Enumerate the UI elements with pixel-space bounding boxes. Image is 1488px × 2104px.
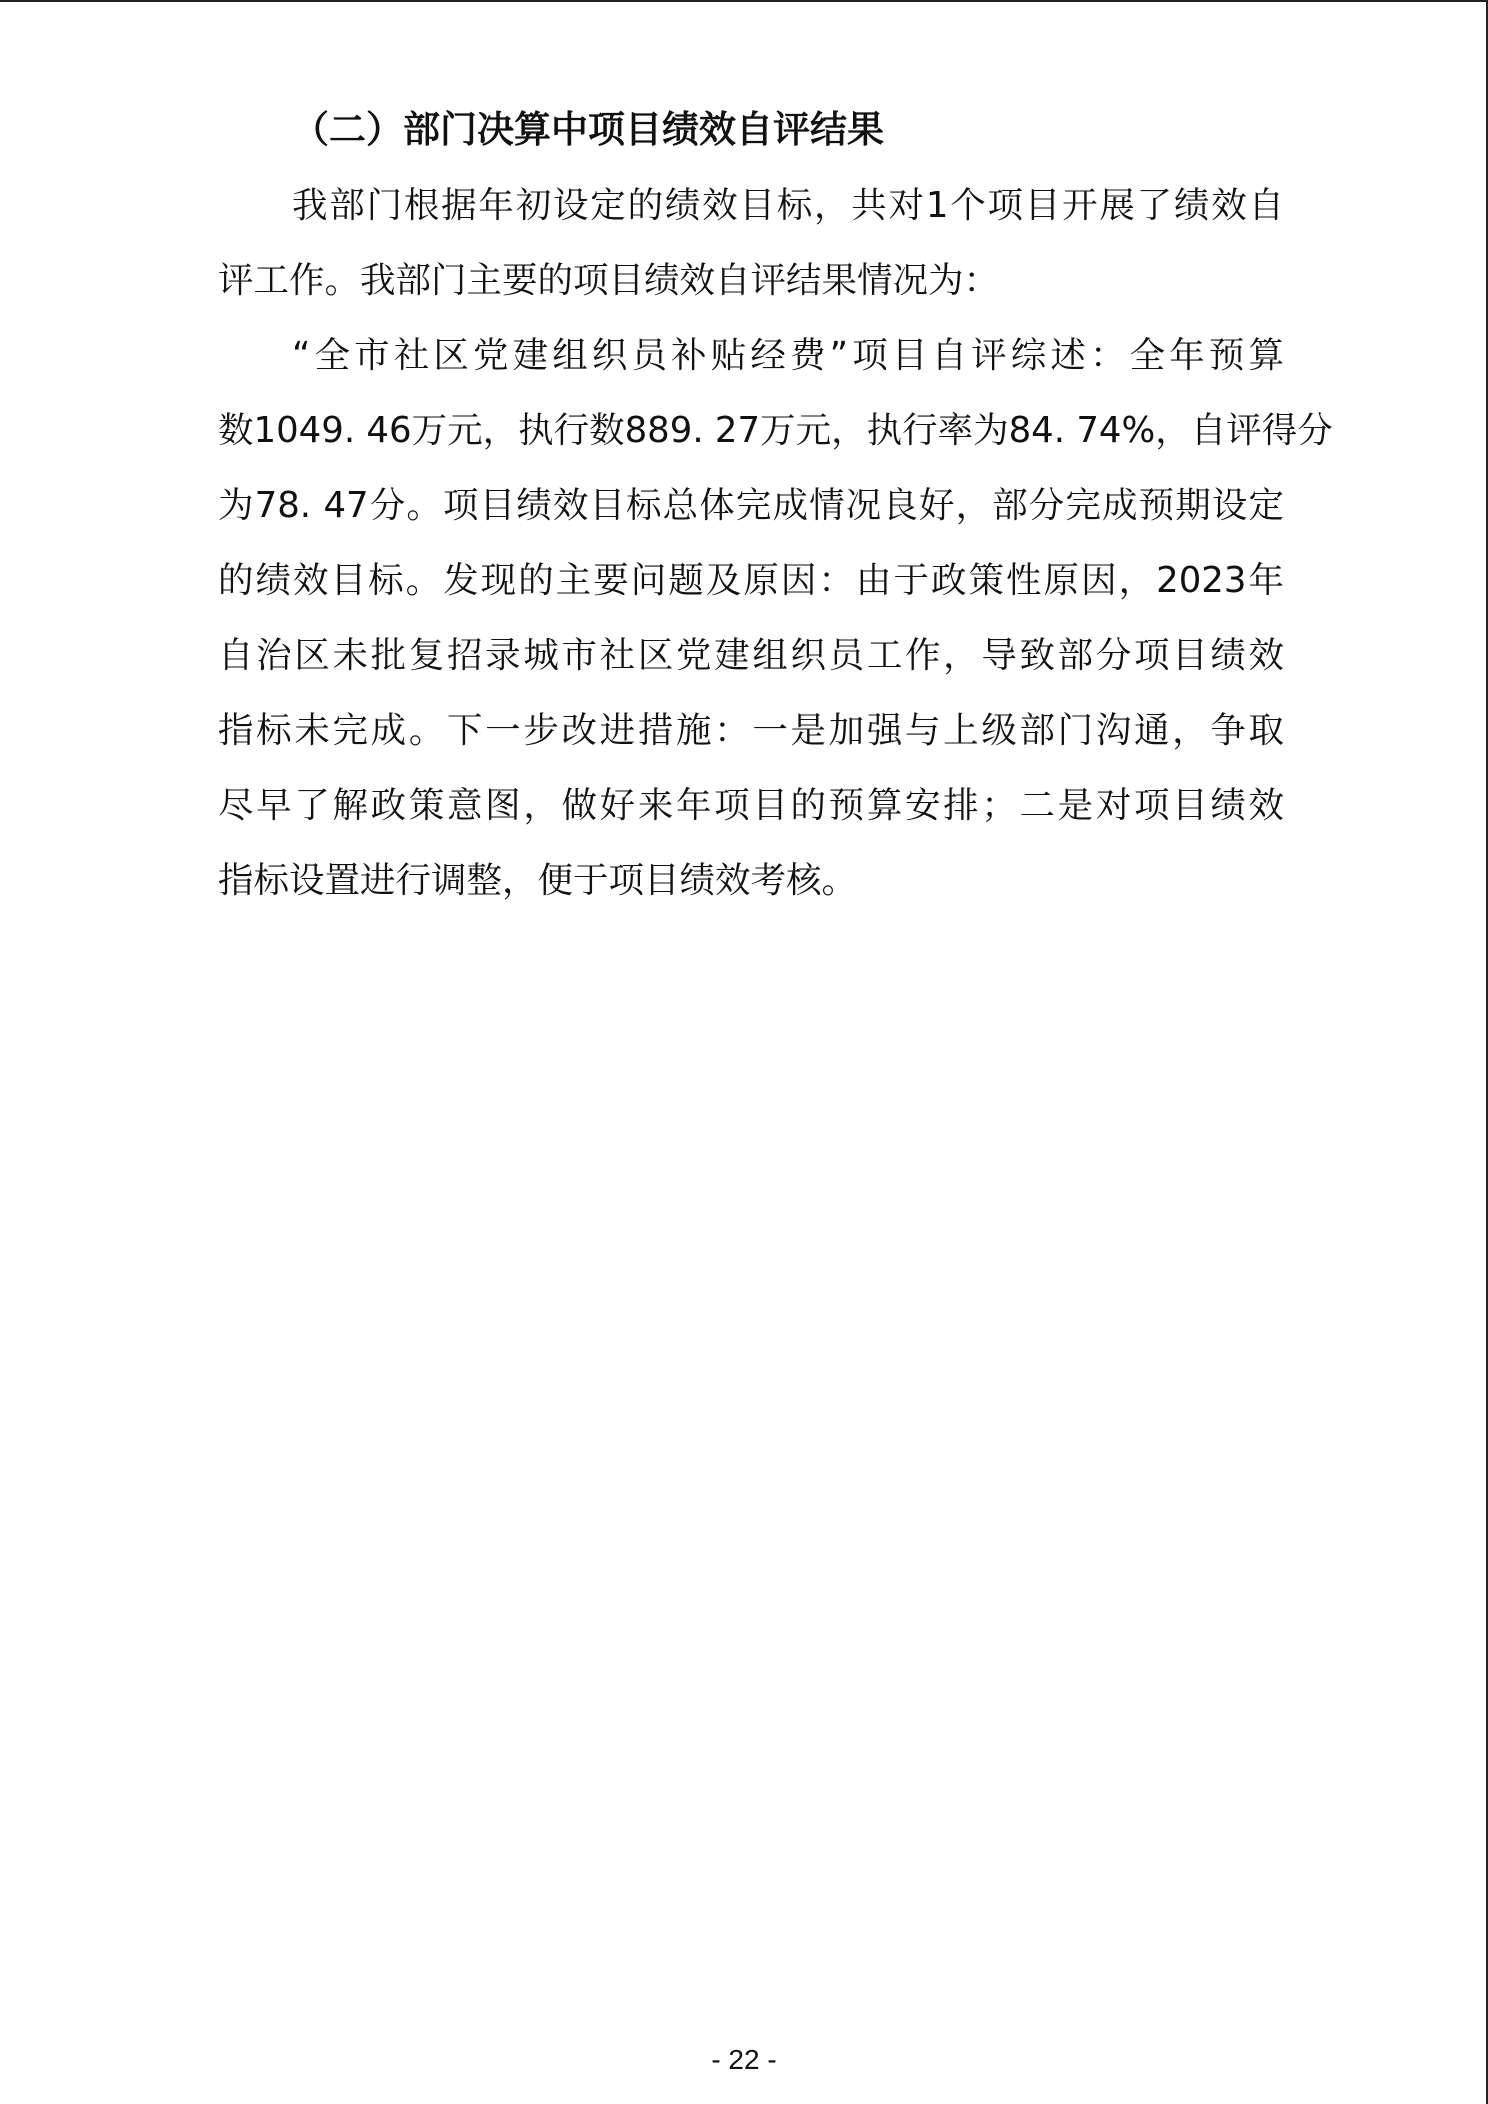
paragraph-2-line-7: 尽早了解政策意图，做好来年项目的预算安排；二是对项目绩效 xyxy=(218,785,1284,826)
paragraph-2-line-3: 为78. 47分。项目绩效目标总体完成情况良好，部分完成预期设定 xyxy=(218,485,1284,526)
paragraph-2-line-2: 数1049. 46万元，执行数889. 27万元，执行率为84. 74%，自评得分 xyxy=(218,410,1333,451)
paragraph-1-line-2: 评工作。我部门主要的项目绩效自评结果情况为： xyxy=(218,260,1000,301)
section-heading: （二）部门决算中项目绩效自评结果 xyxy=(292,108,884,151)
paragraph-2-line-4: 的绩效目标。发现的主要问题及原因：由于政策性原因，2023年 xyxy=(218,560,1284,601)
page-number: - 22 - xyxy=(711,2044,777,2075)
paragraph-2-line-6: 指标未完成。下一步改进措施：一是加强与上级部门沟通，争取 xyxy=(218,710,1284,751)
paragraph-2-line-1: “全市社区党建组织员补贴经费”项目自评综述：全年预算 xyxy=(292,335,1284,376)
paragraph-2-line-8: 指标设置进行调整，便于项目绩效考核。 xyxy=(218,860,858,901)
paragraph-1-line-1: 我部门根据年初设定的绩效目标，共对1个项目开展了绩效自 xyxy=(292,185,1284,226)
paragraph-2-line-5: 自治区未批复招录城市社区党建组织员工作，导致部分项目绩效 xyxy=(218,635,1284,676)
